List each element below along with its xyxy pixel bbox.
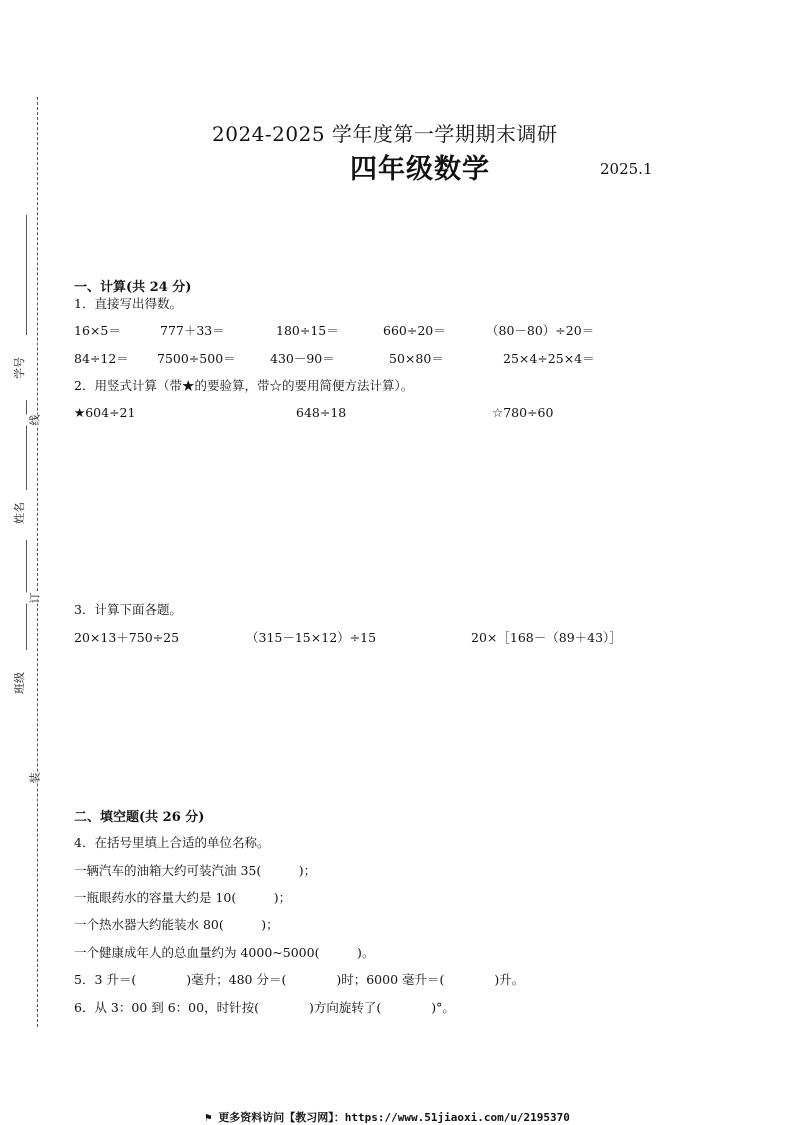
q4-line: 一辆汽车的油箱大约可装汽油 35( )； <box>74 863 317 878</box>
name-label: 姓名 <box>13 502 26 524</box>
q5-line: 5．3 升＝( )毫升；480 分＝( )时；6000 毫升＝( )升。 <box>74 972 525 987</box>
q1-label: 1．直接写出得数。 <box>74 296 182 311</box>
q2-item: ☆780÷60 <box>492 405 554 420</box>
exam-subject: 四年级数学 <box>350 154 490 185</box>
name-underline <box>26 400 27 490</box>
section1-heading: 一、计算(共 24 分) <box>74 280 192 295</box>
exam-date: 2025.1 <box>600 160 653 178</box>
q3-item: （315－15×12）÷15 <box>246 630 377 645</box>
q2-label: 2．用竖式计算（带★的要验算，带☆的要用简便方法计算）。 <box>74 378 414 393</box>
flag-icon: ⚑ <box>205 1111 212 1124</box>
q2-item: 648÷18 <box>296 405 347 420</box>
q3-label: 3．计算下面各题。 <box>74 602 182 617</box>
cut-mark-staple: 装 <box>25 773 45 784</box>
footer-link[interactable] <box>205 1109 570 1125</box>
cut-mark-bind: 订 <box>25 593 45 604</box>
q1-row1-item: 660÷20＝ <box>383 323 446 338</box>
footer-text: 更多资料访问【教习网】：https://www.51jiaoxi.com/u/2195370 <box>218 1111 570 1124</box>
class-label: 班级 <box>13 672 26 694</box>
q1-row1-item: 16×5＝ <box>74 323 121 338</box>
q1-row2-item: 430－90＝ <box>270 351 335 366</box>
q4-line: 一个健康成年人的总血量约为 4000~5000( )。 <box>74 945 375 960</box>
q4-label: 4．在括号里填上合适的单位名称。 <box>74 835 270 850</box>
q1-row1-item: 180÷15＝ <box>276 323 339 338</box>
cut-mark-line: 线 <box>25 415 45 426</box>
q2-item: ★604÷21 <box>74 405 136 420</box>
binding-cut-line <box>37 97 38 1027</box>
student-id-underline <box>26 215 27 335</box>
q1-row2-item: 50×80＝ <box>389 351 444 366</box>
q1-row1-item: （80－80）÷20＝ <box>486 323 595 338</box>
q1-row2-item: 25×4÷25×4＝ <box>503 351 595 366</box>
q6-line: 6．从 3：00 到 6：00，时针按( )方向旋转了( )°。 <box>74 1000 455 1015</box>
q1-row2-item: 84÷12＝ <box>74 351 129 366</box>
q1-row2-item: 7500÷500＝ <box>157 351 236 366</box>
student-id-label: 学号 <box>13 357 26 379</box>
exam-title: 2024-2025 学年度第一学期期末调研 <box>212 122 558 146</box>
section2-heading: 二、填空题(共 26 分) <box>74 810 205 825</box>
q3-item: 20×［168－（89＋43）］ <box>471 630 622 645</box>
q4-line: 一瓶眼药水的容量大约是 10( )； <box>74 890 292 905</box>
q1-row1-item: 777＋33＝ <box>160 323 225 338</box>
q3-item: 20×13＋750÷25 <box>74 630 180 645</box>
q4-line: 一个热水器大约能装水 80( )； <box>74 917 279 932</box>
